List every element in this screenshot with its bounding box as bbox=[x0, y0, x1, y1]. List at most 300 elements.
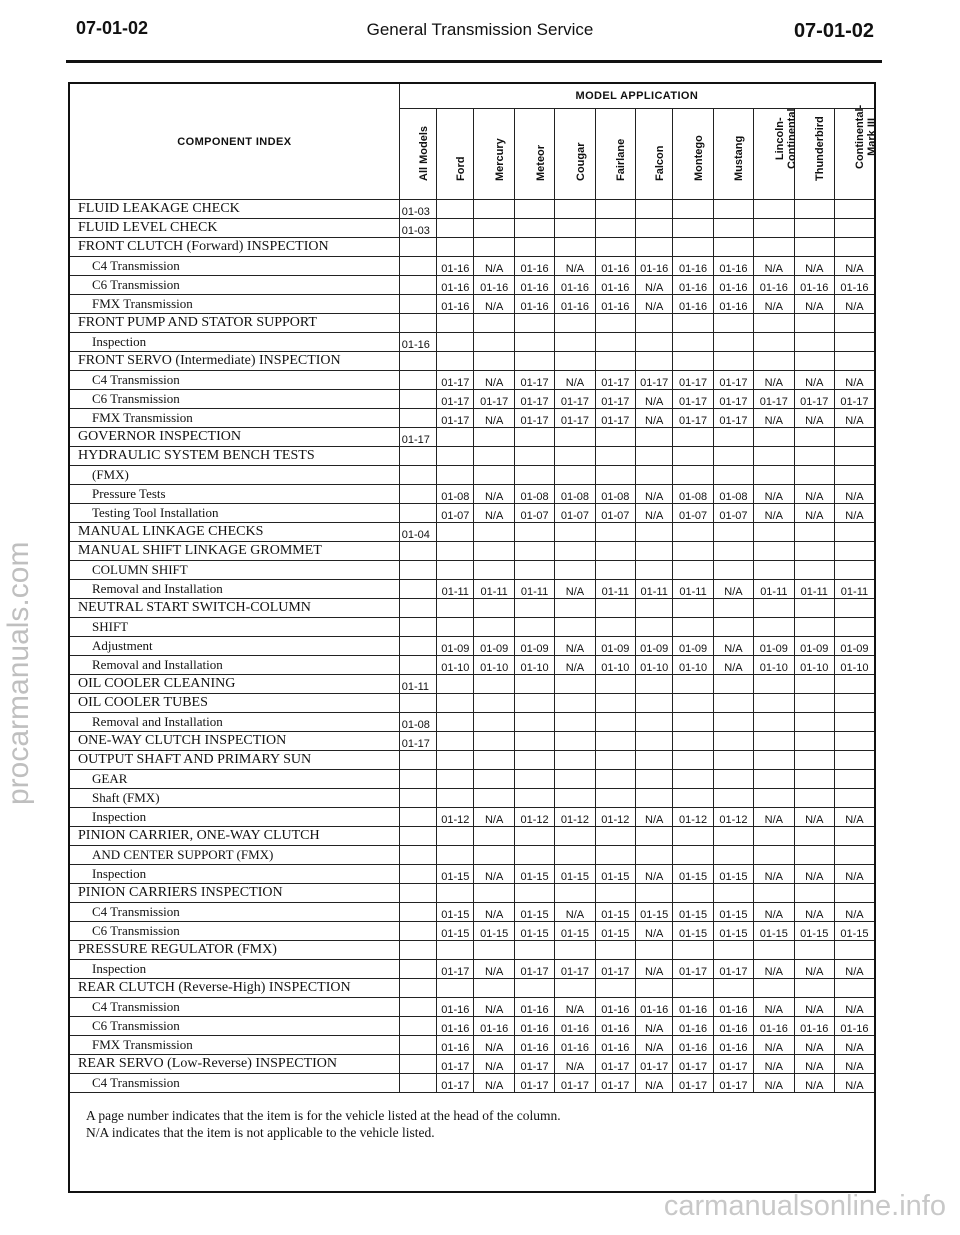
table-row bbox=[69, 922, 875, 941]
page-ref-cell bbox=[834, 352, 875, 371]
page-ref-cell bbox=[834, 599, 875, 618]
page-ref-cell bbox=[794, 675, 834, 694]
page-ref-cell: N/A bbox=[834, 1055, 875, 1074]
page-ref-cell bbox=[754, 618, 794, 637]
page-ref-cell: 01-17 bbox=[713, 390, 753, 409]
component-label: HYDRAULIC SYSTEM BENCH TESTS bbox=[69, 447, 399, 466]
page-ref-cell bbox=[514, 979, 554, 998]
model-column-header bbox=[794, 109, 834, 200]
page-ref-cell: N/A bbox=[794, 409, 834, 428]
page-ref-cell bbox=[754, 770, 794, 789]
page-ref-cell: 01-17 bbox=[673, 1055, 713, 1074]
page-ref-cell bbox=[754, 884, 794, 903]
page-ref-cell bbox=[713, 428, 753, 447]
page-ref-cell: N/A bbox=[834, 865, 875, 884]
table-row bbox=[69, 808, 875, 827]
page-ref-cell: N/A bbox=[834, 504, 875, 523]
page-ref-cell: 01-17 bbox=[437, 390, 474, 409]
page-ref-cell: 01-16 bbox=[713, 998, 753, 1017]
page-ref-cell bbox=[437, 219, 474, 238]
component-label: FLUID LEVEL CHECK bbox=[69, 219, 399, 238]
page-ref-cell bbox=[595, 219, 635, 238]
component-label: FLUID LEAKAGE CHECK bbox=[69, 200, 399, 219]
page-ref-cell: N/A bbox=[474, 998, 514, 1017]
component-label: OIL COOLER CLEANING bbox=[69, 675, 399, 694]
component-label: MANUAL SHIFT LINKAGE GROMMET bbox=[69, 542, 399, 561]
page-ref-cell: 01-16 bbox=[834, 1017, 875, 1036]
page-ref-cell bbox=[834, 200, 875, 219]
table-row bbox=[69, 599, 875, 618]
page-ref-cell bbox=[636, 219, 673, 238]
page-ref-cell bbox=[474, 333, 514, 352]
page-ref-cell bbox=[399, 504, 436, 523]
sub-component-label: COLUMN SHIFT bbox=[69, 561, 399, 580]
page-ref-cell: 01-03 bbox=[399, 200, 436, 219]
page-ref-cell: 01-16 bbox=[713, 1036, 753, 1055]
page-ref-cell: 01-16 bbox=[595, 1036, 635, 1055]
page-ref-cell: 01-07 bbox=[514, 504, 554, 523]
page-ref-cell: 01-09 bbox=[474, 637, 514, 656]
page-ref-cell bbox=[834, 713, 875, 732]
component-index-header: COMPONENT INDEX bbox=[69, 83, 399, 200]
component-label: ONE-WAY CLUTCH INSPECTION bbox=[69, 732, 399, 751]
page-ref-cell: 01-17 bbox=[555, 390, 595, 409]
page-ref-cell: N/A bbox=[834, 371, 875, 390]
section-number-right: 07-01-02 bbox=[793, 20, 874, 42]
page-ref-cell bbox=[834, 694, 875, 713]
page-ref-cell bbox=[514, 352, 554, 371]
page-ref-cell: 01-16 bbox=[437, 1036, 474, 1055]
page-ref-cell: 01-15 bbox=[673, 922, 713, 941]
page-ref-cell: 01-17 bbox=[474, 390, 514, 409]
page-ref-cell bbox=[673, 447, 713, 466]
page-ref-cell: 01-15 bbox=[437, 903, 474, 922]
page-ref-cell: 01-11 bbox=[595, 580, 635, 599]
page-ref-cell: N/A bbox=[474, 1036, 514, 1055]
page-ref-cell bbox=[555, 694, 595, 713]
page-ref-cell bbox=[636, 314, 673, 333]
page-ref-cell bbox=[794, 732, 834, 751]
page-ref-cell: 01-17 bbox=[437, 409, 474, 428]
page-ref-cell: 01-16 bbox=[514, 1017, 554, 1036]
page-ref-cell bbox=[474, 523, 514, 542]
page-ref-cell: N/A bbox=[636, 276, 673, 295]
page-ref-cell bbox=[834, 466, 875, 485]
page-ref-cell bbox=[713, 219, 753, 238]
page-ref-cell: N/A bbox=[794, 998, 834, 1017]
page-ref-cell bbox=[437, 884, 474, 903]
page-ref-cell bbox=[713, 333, 753, 352]
page-header bbox=[0, 14, 960, 54]
page-ref-cell bbox=[474, 713, 514, 732]
page-ref-cell bbox=[514, 333, 554, 352]
page-ref-cell: N/A bbox=[555, 903, 595, 922]
page-ref-cell bbox=[399, 941, 436, 960]
page-ref-cell bbox=[794, 200, 834, 219]
page-ref-cell bbox=[399, 960, 436, 979]
table-row bbox=[69, 846, 875, 865]
page-ref-cell bbox=[636, 713, 673, 732]
page-ref-cell: 01-16 bbox=[514, 1036, 554, 1055]
page-ref-cell bbox=[713, 789, 753, 808]
table-row bbox=[69, 789, 875, 808]
page-ref-cell: N/A bbox=[636, 390, 673, 409]
table-row bbox=[69, 827, 875, 846]
page-ref-cell bbox=[595, 751, 635, 770]
page-ref-cell bbox=[673, 618, 713, 637]
component-label: FRONT PUMP AND STATOR SUPPORT bbox=[69, 314, 399, 333]
page-ref-cell: N/A bbox=[636, 1036, 673, 1055]
page-ref-cell: 01-08 bbox=[555, 485, 595, 504]
page-ref-cell bbox=[437, 751, 474, 770]
page-ref-cell: 01-15 bbox=[595, 865, 635, 884]
page-ref-cell bbox=[474, 618, 514, 637]
page-ref-cell bbox=[754, 561, 794, 580]
component-index-table bbox=[68, 82, 879, 1193]
page-ref-cell: 01-16 bbox=[713, 276, 753, 295]
table-row bbox=[69, 1036, 875, 1055]
table-row bbox=[69, 295, 875, 314]
table-row bbox=[69, 1055, 875, 1074]
section-number-left: 07-01-02 bbox=[76, 18, 149, 38]
page-ref-cell bbox=[673, 941, 713, 960]
page-ref-cell bbox=[437, 314, 474, 333]
page-ref-cell bbox=[595, 200, 635, 219]
page-ref-cell bbox=[399, 751, 436, 770]
page-ref-cell: N/A bbox=[794, 960, 834, 979]
page-ref-cell bbox=[399, 694, 436, 713]
page-ref-cell: 01-16 bbox=[595, 295, 635, 314]
page-ref-cell bbox=[555, 732, 595, 751]
page-ref-cell: N/A bbox=[636, 922, 673, 941]
page-ref-cell: 01-17 bbox=[713, 1074, 753, 1093]
table-row bbox=[69, 333, 875, 352]
page-ref-cell bbox=[754, 941, 794, 960]
page-ref-cell: 01-11 bbox=[673, 580, 713, 599]
page-ref-cell: N/A bbox=[754, 865, 794, 884]
page-ref-cell bbox=[555, 523, 595, 542]
page-ref-cell bbox=[673, 770, 713, 789]
model-column-label: All Models bbox=[417, 125, 430, 181]
page-ref-cell: N/A bbox=[794, 903, 834, 922]
page-ref-cell bbox=[555, 770, 595, 789]
page-ref-cell: N/A bbox=[834, 485, 875, 504]
table-row bbox=[69, 656, 875, 675]
sub-component-label: C6 Transmission bbox=[69, 1017, 399, 1036]
page-ref-cell bbox=[437, 770, 474, 789]
page-ref-cell bbox=[834, 751, 875, 770]
page-ref-cell bbox=[673, 846, 713, 865]
page-ref-cell: N/A bbox=[713, 637, 753, 656]
page-ref-cell: 01-17 bbox=[399, 428, 436, 447]
page-ref-cell bbox=[399, 865, 436, 884]
page-ref-cell bbox=[673, 238, 713, 257]
page-ref-cell: N/A bbox=[834, 1036, 875, 1055]
page-ref-cell bbox=[673, 466, 713, 485]
model-column-header bbox=[754, 108, 798, 200]
page-ref-cell bbox=[437, 561, 474, 580]
page-ref-cell bbox=[399, 884, 436, 903]
page-ref-cell bbox=[437, 846, 474, 865]
page-ref-cell: 01-15 bbox=[474, 922, 514, 941]
table-row bbox=[69, 713, 875, 732]
page-ref-cell: 01-16 bbox=[437, 1017, 474, 1036]
page-ref-cell bbox=[514, 238, 554, 257]
page-ref-cell: N/A bbox=[636, 1074, 673, 1093]
page-ref-cell: 01-17 bbox=[595, 409, 635, 428]
page-ref-cell: N/A bbox=[754, 808, 794, 827]
model-column-header bbox=[555, 109, 595, 200]
page-ref-cell: 01-09 bbox=[794, 637, 834, 656]
page-ref-cell bbox=[474, 561, 514, 580]
page-ref-cell bbox=[555, 200, 595, 219]
page-ref-cell: N/A bbox=[754, 998, 794, 1017]
page-ref-cell: 01-11 bbox=[834, 580, 875, 599]
page-ref-cell bbox=[713, 618, 753, 637]
model-column-header bbox=[834, 104, 879, 200]
page-ref-cell: 01-16 bbox=[713, 1017, 753, 1036]
page-ref-cell: N/A bbox=[754, 295, 794, 314]
page-ref-cell: 01-16 bbox=[673, 295, 713, 314]
table-row bbox=[69, 960, 875, 979]
page-ref-cell: 01-09 bbox=[636, 637, 673, 656]
page-ref-cell bbox=[514, 561, 554, 580]
page-ref-cell bbox=[754, 751, 794, 770]
page-ref-cell: N/A bbox=[474, 808, 514, 827]
page-ref-cell bbox=[754, 200, 794, 219]
page-ref-cell bbox=[794, 846, 834, 865]
page-ref-cell bbox=[834, 314, 875, 333]
page-ref-cell: 01-17 bbox=[673, 1074, 713, 1093]
page-ref-cell: 01-12 bbox=[673, 808, 713, 827]
page-ref-cell bbox=[754, 333, 794, 352]
page-ref-cell: N/A bbox=[713, 656, 753, 675]
page-ref-cell: 01-08 bbox=[713, 485, 753, 504]
page-ref-cell: 01-11 bbox=[636, 580, 673, 599]
page-ref-cell: 01-17 bbox=[555, 409, 595, 428]
page-ref-cell bbox=[713, 238, 753, 257]
page-ref-cell bbox=[555, 314, 595, 333]
table-row bbox=[69, 314, 875, 333]
page-ref-cell: 01-17 bbox=[437, 1055, 474, 1074]
page-ref-cell bbox=[794, 884, 834, 903]
page-ref-cell: 01-10 bbox=[514, 656, 554, 675]
page-ref-cell: 01-16 bbox=[555, 276, 595, 295]
model-column-label: Cougar bbox=[574, 142, 587, 181]
page-ref-cell: 01-15 bbox=[514, 903, 554, 922]
page-ref-cell bbox=[555, 846, 595, 865]
page-ref-cell bbox=[713, 846, 753, 865]
page-ref-cell: N/A bbox=[555, 580, 595, 599]
page-ref-cell bbox=[514, 599, 554, 618]
page-ref-cell: 01-16 bbox=[636, 257, 673, 276]
page-ref-cell: 01-17 bbox=[713, 371, 753, 390]
sub-component-label: Inspection bbox=[69, 865, 399, 884]
page-ref-cell bbox=[437, 599, 474, 618]
page-ref-cell bbox=[834, 941, 875, 960]
page-ref-cell bbox=[474, 466, 514, 485]
page-ref-cell bbox=[399, 770, 436, 789]
page-ref-cell: 01-17 bbox=[673, 409, 713, 428]
page-ref-cell bbox=[754, 219, 794, 238]
page-ref-cell bbox=[595, 599, 635, 618]
page-ref-cell bbox=[555, 466, 595, 485]
page-ref-cell bbox=[713, 884, 753, 903]
page-ref-cell bbox=[399, 979, 436, 998]
page-ref-cell bbox=[474, 542, 514, 561]
page-ref-cell: 01-16 bbox=[636, 998, 673, 1017]
page-ref-cell bbox=[713, 732, 753, 751]
page-ref-cell: 01-16 bbox=[834, 276, 875, 295]
page-ref-cell: 01-17 bbox=[794, 390, 834, 409]
page-ref-cell: 01-08 bbox=[673, 485, 713, 504]
page-ref-cell bbox=[834, 827, 875, 846]
page-ref-cell bbox=[514, 884, 554, 903]
footer-watermark: carmanualsonline.info bbox=[663, 1190, 946, 1222]
page-ref-cell bbox=[636, 941, 673, 960]
page-ref-cell bbox=[794, 333, 834, 352]
page-ref-cell bbox=[595, 694, 635, 713]
page-ref-cell bbox=[673, 827, 713, 846]
table-row bbox=[69, 352, 875, 371]
page-ref-cell bbox=[437, 732, 474, 751]
page-ref-cell bbox=[636, 561, 673, 580]
model-column-header bbox=[595, 109, 635, 200]
page-ref-cell bbox=[399, 827, 436, 846]
page-ref-cell bbox=[514, 827, 554, 846]
page-ref-cell bbox=[399, 276, 436, 295]
page-ref-cell: N/A bbox=[754, 504, 794, 523]
page-ref-cell bbox=[636, 542, 673, 561]
page-ref-cell: 01-15 bbox=[794, 922, 834, 941]
page-ref-cell: 01-15 bbox=[555, 922, 595, 941]
page-ref-cell: 01-11 bbox=[794, 580, 834, 599]
page-ref-cell: N/A bbox=[713, 580, 753, 599]
page-ref-cell bbox=[834, 846, 875, 865]
page-ref-cell: 01-16 bbox=[514, 998, 554, 1017]
page-ref-cell bbox=[834, 675, 875, 694]
page-ref-cell: 01-16 bbox=[437, 257, 474, 276]
page-ref-cell: N/A bbox=[636, 808, 673, 827]
page-ref-cell bbox=[636, 846, 673, 865]
page-ref-cell bbox=[834, 561, 875, 580]
page-ref-cell bbox=[834, 770, 875, 789]
page-ref-cell: 01-15 bbox=[673, 903, 713, 922]
page-ref-cell bbox=[399, 485, 436, 504]
page-ref-cell bbox=[474, 846, 514, 865]
page-ref-cell bbox=[794, 466, 834, 485]
page-ref-cell: 01-09 bbox=[514, 637, 554, 656]
page-ref-cell bbox=[399, 542, 436, 561]
page-ref-cell: 01-17 bbox=[595, 1074, 635, 1093]
page-ref-cell bbox=[437, 694, 474, 713]
page-ref-cell: N/A bbox=[794, 1036, 834, 1055]
page-ref-cell bbox=[437, 675, 474, 694]
note-line: A page number indicates that the item is for the vehicle listed at the head of the column. bbox=[86, 1108, 561, 1123]
page-ref-cell bbox=[713, 447, 753, 466]
page-ref-cell bbox=[673, 675, 713, 694]
table-row bbox=[69, 466, 875, 485]
component-label: PINION CARRIERS INSPECTION bbox=[69, 884, 399, 903]
page-ref-cell bbox=[399, 1074, 436, 1093]
table-row bbox=[69, 561, 875, 580]
page-ref-cell bbox=[595, 523, 635, 542]
page-ref-cell bbox=[673, 713, 713, 732]
model-column-header bbox=[514, 109, 554, 200]
page-ref-cell: N/A bbox=[474, 960, 514, 979]
page-ref-cell: 01-10 bbox=[474, 656, 514, 675]
page-ref-cell: 01-17 bbox=[713, 960, 753, 979]
page-ref-cell: N/A bbox=[754, 371, 794, 390]
sub-component-label: C6 Transmission bbox=[69, 390, 399, 409]
page-ref-cell bbox=[754, 789, 794, 808]
table-row bbox=[69, 390, 875, 409]
page-ref-cell: 01-16 bbox=[595, 998, 635, 1017]
model-column-label: Mercury bbox=[494, 138, 507, 181]
sub-component-label: C6 Transmission bbox=[69, 922, 399, 941]
page-ref-cell: 01-09 bbox=[437, 637, 474, 656]
page-ref-cell bbox=[437, 447, 474, 466]
page-ref-cell: N/A bbox=[794, 1074, 834, 1093]
page-ref-cell bbox=[713, 751, 753, 770]
page-ref-cell bbox=[399, 903, 436, 922]
page-ref-cell bbox=[437, 827, 474, 846]
page-ref-cell bbox=[474, 732, 514, 751]
component-label: NEUTRAL START SWITCH-COLUMN bbox=[69, 599, 399, 618]
page-ref-cell: 01-10 bbox=[673, 656, 713, 675]
page-ref-cell bbox=[514, 789, 554, 808]
page-ref-cell bbox=[514, 713, 554, 732]
page-ref-cell: N/A bbox=[636, 504, 673, 523]
page-ref-cell bbox=[474, 675, 514, 694]
page-ref-cell: 01-16 bbox=[673, 1036, 713, 1055]
page-ref-cell: 01-15 bbox=[514, 865, 554, 884]
page-ref-cell: 01-17 bbox=[514, 409, 554, 428]
page-ref-cell bbox=[794, 428, 834, 447]
page-ref-cell: N/A bbox=[834, 257, 875, 276]
table-row bbox=[69, 219, 875, 238]
page-ref-cell bbox=[399, 808, 436, 827]
page-ref-cell bbox=[399, 466, 436, 485]
model-column-header bbox=[399, 109, 436, 200]
page-ref-cell bbox=[636, 789, 673, 808]
page-ref-cell: 01-17 bbox=[595, 960, 635, 979]
page-ref-cell: 01-16 bbox=[514, 276, 554, 295]
page-ref-cell bbox=[474, 200, 514, 219]
sub-component-label: C4 Transmission bbox=[69, 257, 399, 276]
page-ref-cell bbox=[673, 352, 713, 371]
page-ref-cell bbox=[555, 789, 595, 808]
page-ref-cell: 01-17 bbox=[514, 1055, 554, 1074]
sub-component-label: FMX Transmission bbox=[69, 409, 399, 428]
page-ref-cell: N/A bbox=[794, 1055, 834, 1074]
page-ref-cell bbox=[754, 732, 794, 751]
page-ref-cell bbox=[794, 770, 834, 789]
page-ref-cell: 01-12 bbox=[555, 808, 595, 827]
page-ref-cell bbox=[673, 599, 713, 618]
page-ref-cell: N/A bbox=[834, 960, 875, 979]
sub-component-label: Testing Tool Installation bbox=[69, 504, 399, 523]
page-ref-cell bbox=[595, 238, 635, 257]
page-ref-cell bbox=[713, 694, 753, 713]
page-ref-cell: N/A bbox=[474, 1074, 514, 1093]
page-ref-cell bbox=[555, 979, 595, 998]
page-ref-cell bbox=[437, 618, 474, 637]
table-row bbox=[69, 675, 875, 694]
page-ref-cell bbox=[595, 314, 635, 333]
page-ref-cell bbox=[713, 941, 753, 960]
sub-component-label: Removal and Installation bbox=[69, 713, 399, 732]
